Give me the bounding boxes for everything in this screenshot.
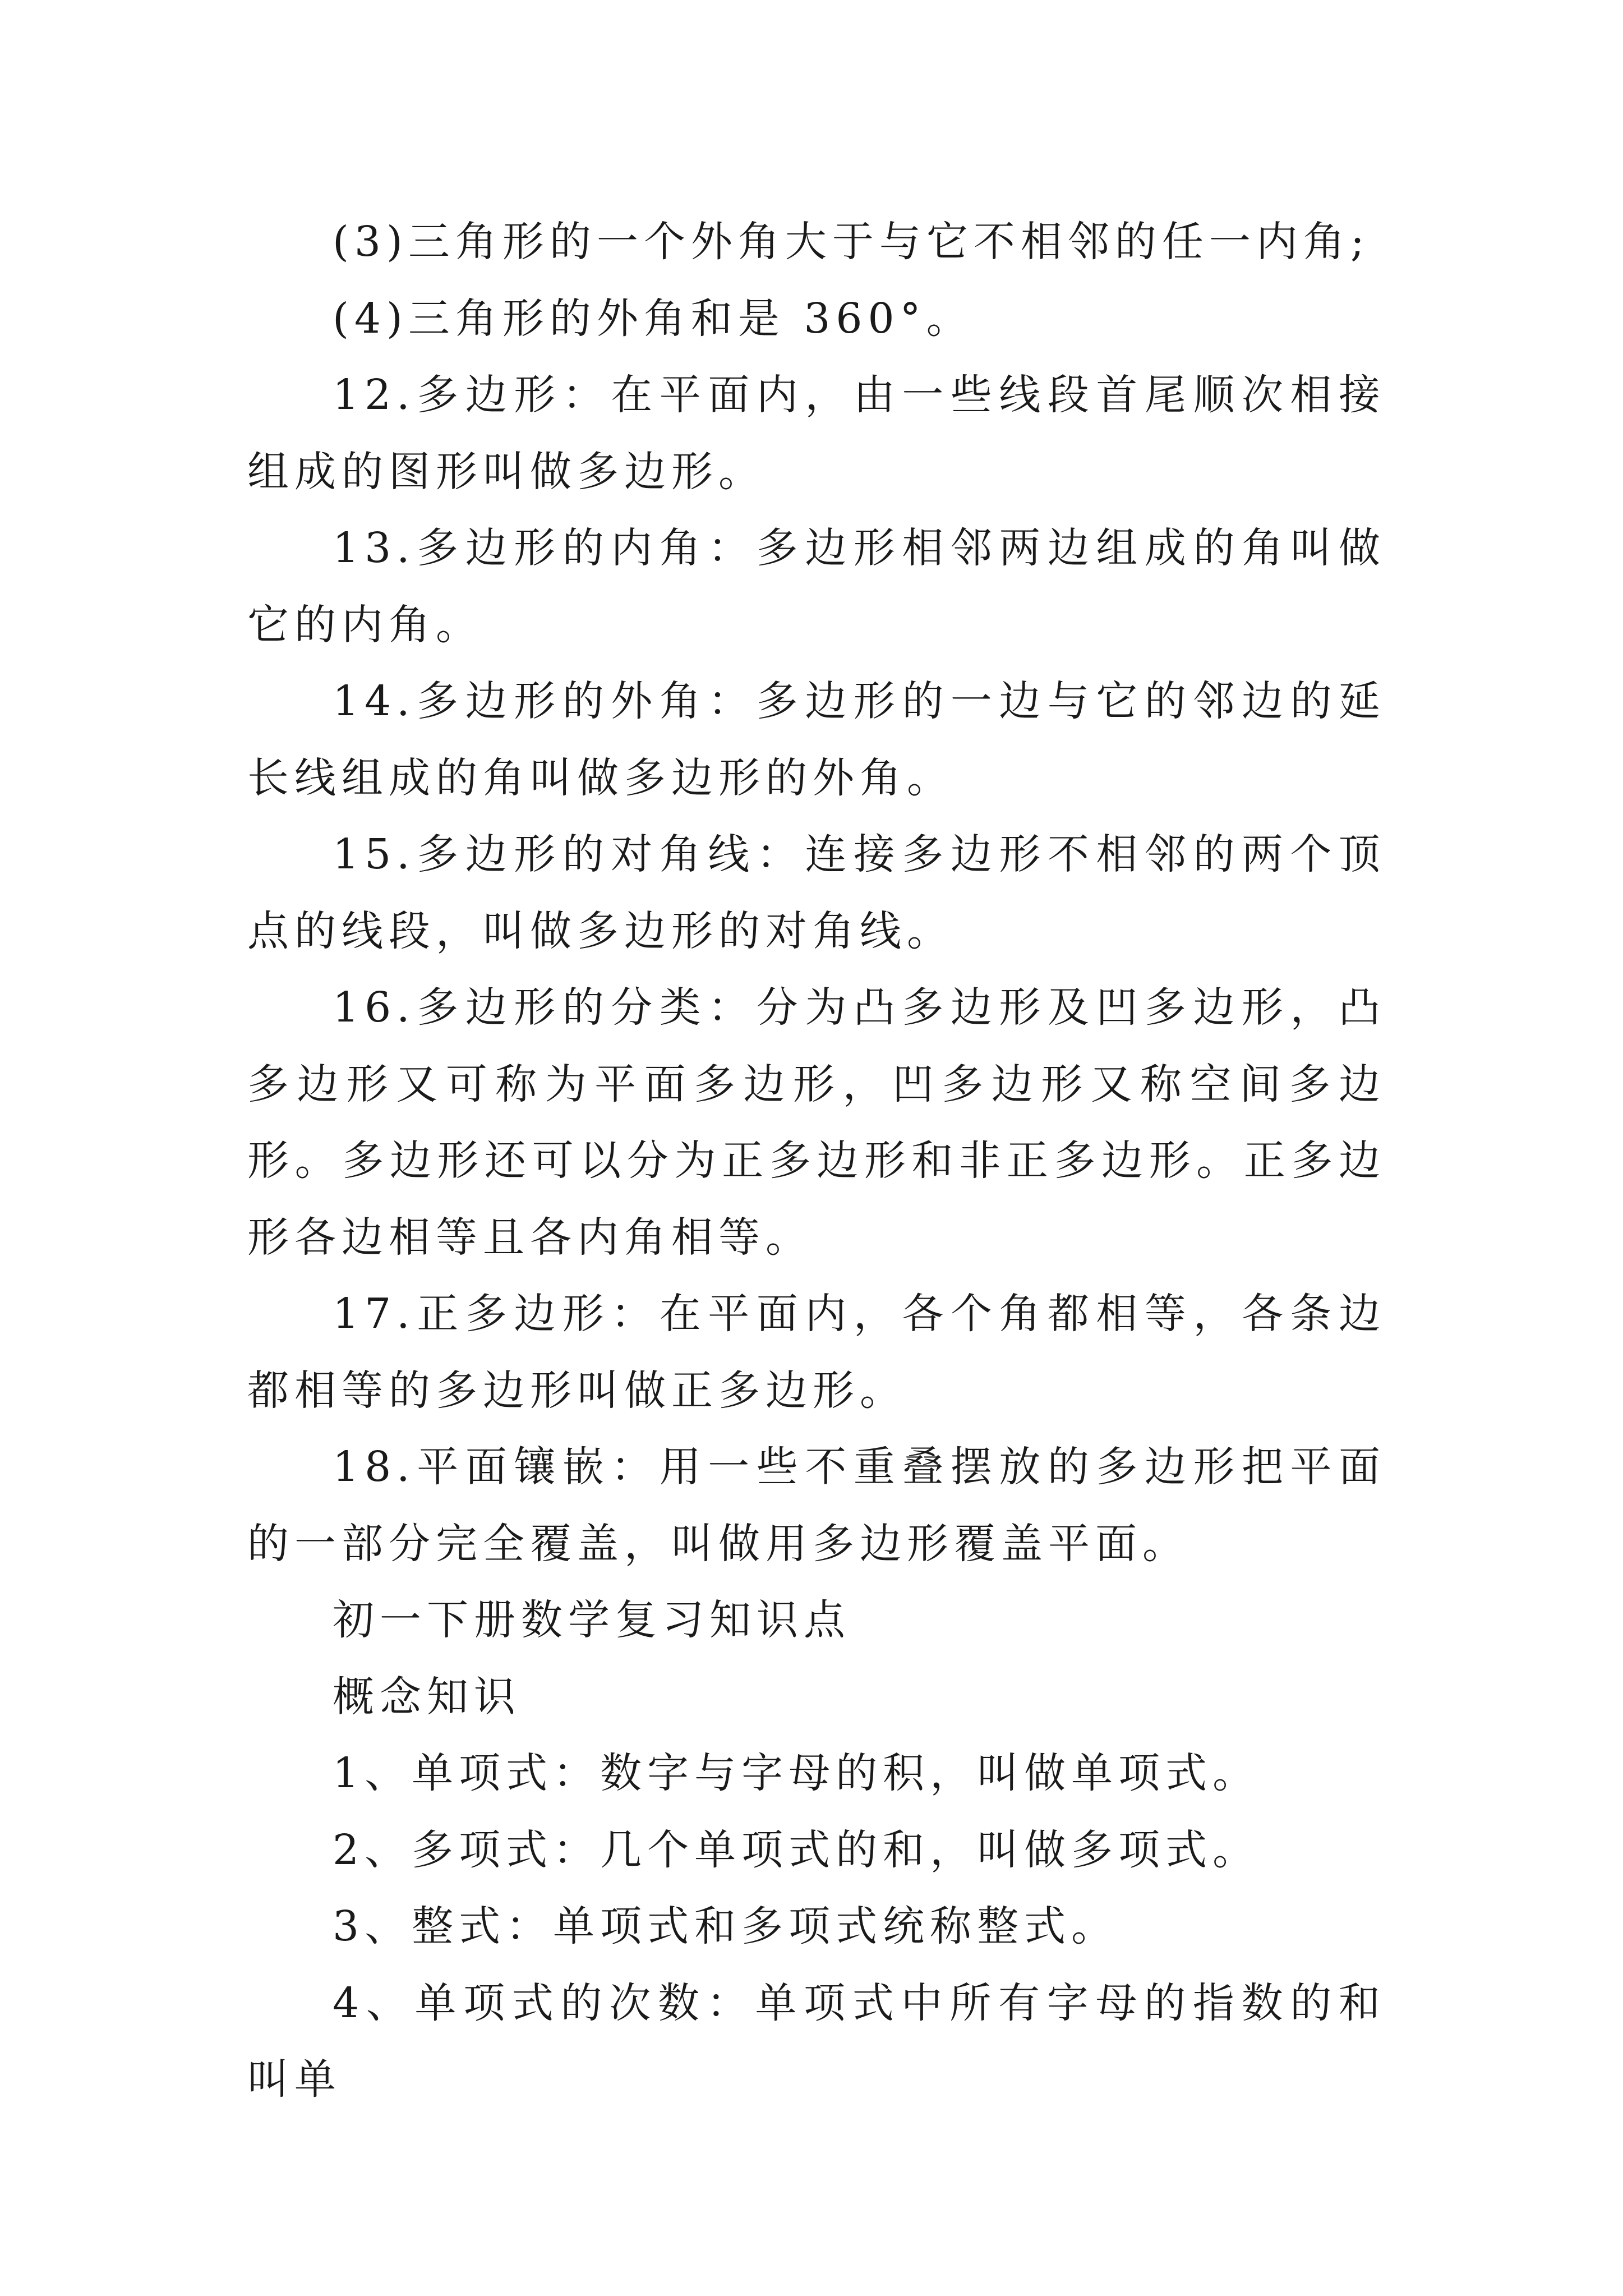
definition-interior-angle: 13.多边形的内角：多边形相邻两边组成的角叫做它的内角。 [247,524,1386,649]
definition-regular-polygon: 17.正多边形：在平面内，各个角都相等，各条边都相等的多边形叫做正多边形。 [247,1290,1386,1415]
concept-monomial-degree: 4、单项式的次数：单项式中所有字母的指数的和叫单 [247,1978,1386,2104]
definition-exterior-angle: 14.多边形的外角：多边形的一边与它的邻边的延长线组成的角叫做多边形的外角。 [247,677,1386,802]
definition-diagonal: 15.多边形的对角线：连接多边形不相邻的两个顶点的线段，叫做多边形的对角线。 [247,830,1386,955]
concept-polynomial: 2、多项式：几个单项式的和，叫做多项式。 [333,1825,1260,1874]
concept-monomial: 1、单项式：数字与字母的积，叫做单项式。 [333,1749,1260,1797]
list-item-exterior-angle-property: (3)三角形的一个外角大于与它不相邻的任一内角; [333,218,1370,266]
document-body [247,204,1386,2118]
subsection-title: 概念知识 [333,1672,521,1721]
list-item-exterior-angle-sum: (4)三角形的外角和是 360°。 [333,294,974,343]
section-title: 初一下册数学复习知识点 [333,1596,851,1644]
concept-integral-expression: 3、整式：单项式和多项式统称整式。 [333,1902,1119,1950]
definition-polygon: 12.多边形：在平面内，由一些线段首尾顺次相接组成的图形叫做多边形。 [247,371,1386,496]
definition-polygon-classification: 16.多边形的分类：分为凸多边形及凹多边形，凸多边形又可称为平面多边形，凹多边形又称空间多边形。多边形还可以分为正多边形和非正多边形。正多边形各边相等且各内角相等。 [247,983,1386,1262]
definition-tessellation: 18.平面镶嵌：用一些不重叠摆放的多边形把平面的一部分完全覆盖，叫做用多边形覆盖平面。 [247,1443,1386,1568]
